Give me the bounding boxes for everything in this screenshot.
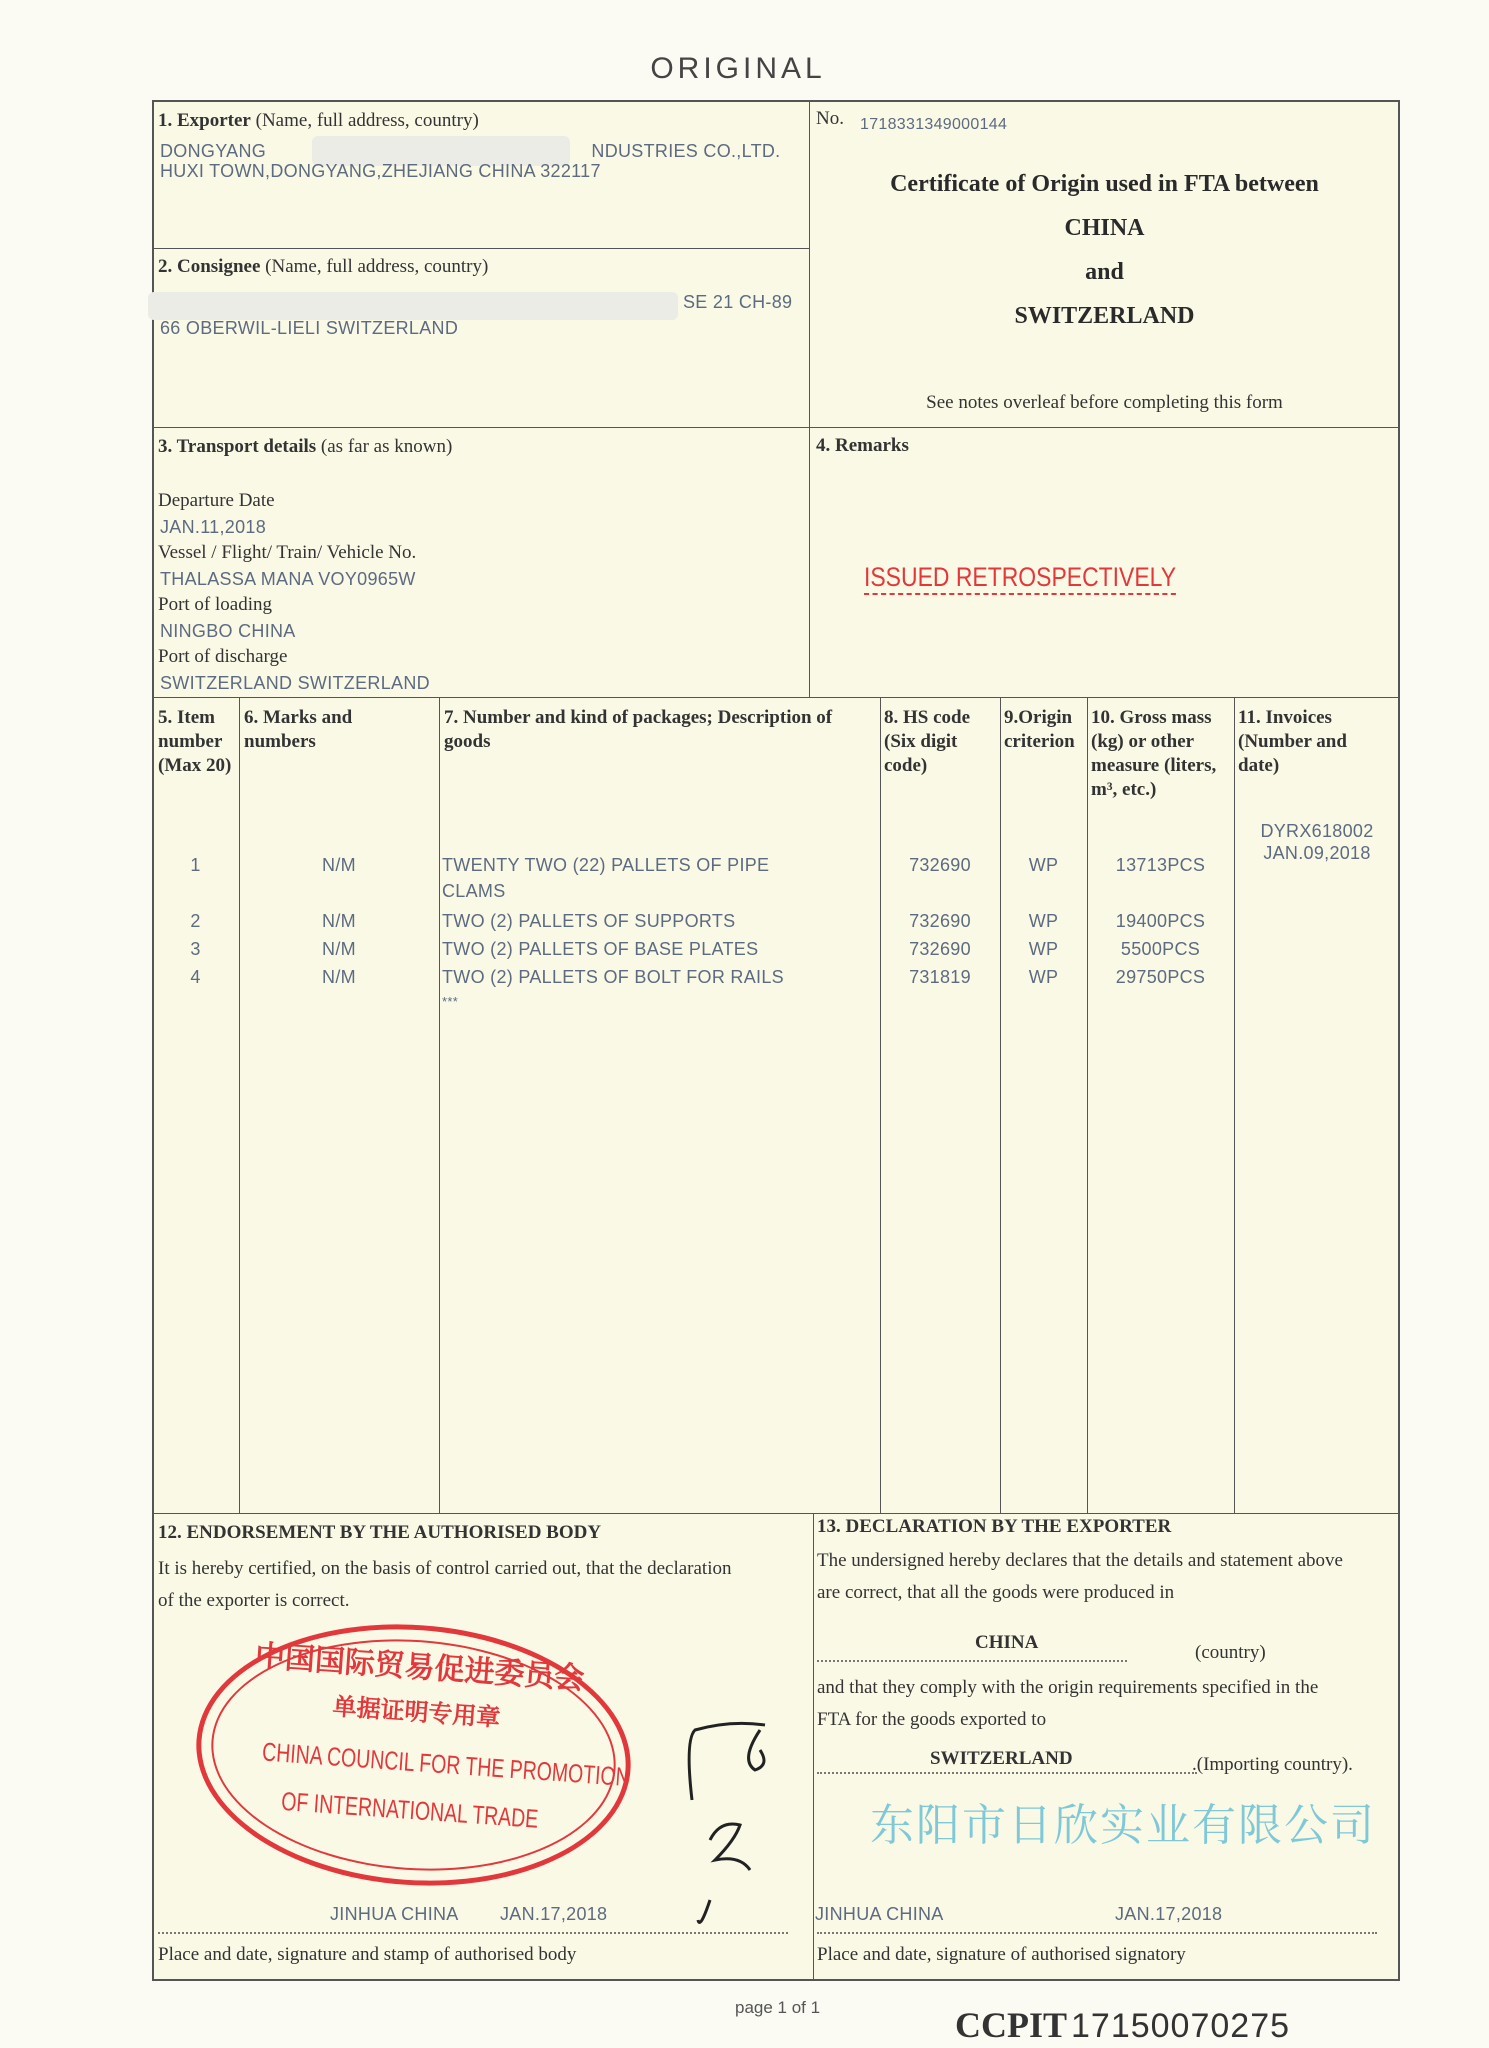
consignee-label: 2. Consignee (Name, full address, country) bbox=[158, 256, 489, 277]
notes-overleaf: See notes overleaf before completing this form bbox=[926, 392, 1283, 413]
cell-hs: 732690 bbox=[909, 939, 971, 959]
endorsement-title: 12. ENDORSEMENT BY THE AUTHORISED BODY bbox=[158, 1522, 602, 1543]
endorsement-line: It is hereby certified, on the basis of control carried out, that the declaration bbox=[158, 1558, 732, 1579]
exporter-label: 1. Exporter (Name, full address, country) bbox=[158, 110, 479, 131]
divider bbox=[439, 697, 440, 1513]
company-seal: 东阳市日欣实业有限公司 bbox=[870, 1801, 1376, 1850]
seal-text-cn2: 单据证明专用章 bbox=[331, 1693, 502, 1732]
cell-origin: WP bbox=[1028, 855, 1059, 875]
cell-qty: 5500PCS bbox=[1120, 939, 1201, 959]
seal-text-cn1: 中国国际贸易促进委员会 bbox=[253, 1639, 586, 1696]
transport-label: 3. Transport details (as far as known) bbox=[158, 436, 453, 457]
declaration-line: are correct, that all the goods were produced in bbox=[817, 1582, 1175, 1603]
cell-origin: WP bbox=[1028, 911, 1059, 931]
issued-retrospectively-stamp: ISSUED RETROSPECTIVELY bbox=[864, 562, 1176, 595]
original-heading: ORIGINAL bbox=[650, 52, 826, 85]
cert-no-value: 1718331349000144 bbox=[860, 116, 1008, 133]
title-line: CHINA bbox=[1064, 215, 1145, 241]
seal-text-en2: OF INTERNATIONAL TRADE bbox=[280, 1785, 540, 1834]
declaration-country: CHINA bbox=[975, 1632, 1039, 1653]
cell-hs: 731819 bbox=[909, 967, 971, 987]
cell-desc: TWO (2) PALLETS OF BASE PLATES bbox=[442, 939, 759, 959]
endorsement-text bbox=[158, 1553, 731, 1617]
divider bbox=[152, 1513, 1400, 1514]
cell-desc: TWO (2) PALLETS OF BOLT FOR RAILS bbox=[442, 967, 784, 987]
cell-qty: 19400PCS bbox=[1115, 911, 1206, 931]
departure-value: JAN.11,2018 bbox=[160, 517, 267, 537]
declaration-text bbox=[817, 1545, 1343, 1609]
declaration-line: The undersigned hereby declares that the details and statement above bbox=[817, 1550, 1343, 1571]
cell-qty: 13713PCS bbox=[1115, 855, 1206, 875]
cell-origin: WP bbox=[1028, 939, 1059, 959]
divider bbox=[1087, 697, 1088, 1513]
cell-item: 1 bbox=[190, 855, 201, 875]
loading-value: NINGBO CHINA bbox=[160, 621, 296, 641]
endorsement-footer: Place and date, signature and stamp of authorised body bbox=[158, 1944, 577, 1965]
declaration-place: JINHUA CHINA bbox=[815, 1904, 944, 1924]
header-item-number: 5. Item number (Max 20) bbox=[158, 707, 232, 776]
ccpit-value: 17150070275 bbox=[1071, 2007, 1291, 2045]
divider bbox=[813, 1513, 814, 1981]
end-mark: *** bbox=[442, 994, 459, 1009]
cell-marks: N/M bbox=[322, 855, 356, 875]
cell-hs: 732690 bbox=[909, 911, 971, 931]
dotted-line bbox=[817, 1660, 1127, 1662]
divider bbox=[152, 697, 1400, 698]
ccpit-label: CCPIT bbox=[955, 2005, 1068, 2045]
declaration-line: and that they comply with the origin requirements specified in the bbox=[817, 1677, 1319, 1698]
consignee-address: 66 OBERWIL-LIELI SWITZERLAND bbox=[160, 318, 459, 338]
cert-no-label: No. bbox=[816, 108, 844, 129]
importing-country: SWITZERLAND bbox=[930, 1748, 1073, 1769]
header-invoices: 11. Invoices (Number and date) bbox=[1238, 707, 1347, 776]
seal-text-en1: CHINA COUNCIL FOR THE PROMOTION bbox=[261, 1736, 631, 1793]
declaration-title: 13. DECLARATION BY THE EXPORTER bbox=[817, 1516, 1172, 1537]
divider bbox=[239, 697, 240, 1513]
header-gross-mass: 10. Gross mass (kg) or other measure (liters, m³, etc.) bbox=[1091, 707, 1217, 800]
country-label: (country) bbox=[1195, 1642, 1266, 1663]
cell-marks: N/M bbox=[322, 939, 356, 959]
dotted-line bbox=[817, 1932, 1377, 1934]
page-number: page 1 of 1 bbox=[735, 1998, 821, 2017]
header-description: 7. Number and kind of packages; Description of goods bbox=[444, 707, 833, 752]
cell-item: 2 bbox=[190, 911, 201, 931]
header-origin: 9.Origin criterion bbox=[1004, 707, 1075, 752]
divider bbox=[1000, 697, 1001, 1513]
signature bbox=[670, 1710, 790, 1940]
cell-item: 4 bbox=[190, 967, 201, 987]
endorsement-line: of the exporter is correct. bbox=[158, 1590, 350, 1611]
cell-qty: 29750PCS bbox=[1115, 967, 1206, 987]
ccpit-number bbox=[955, 2004, 1290, 2046]
declaration-footer: Place and date, signature of authorised signatory bbox=[817, 1944, 1186, 1965]
cell-desc: TWO (2) PALLETS OF SUPPORTS bbox=[442, 911, 736, 931]
redaction bbox=[148, 292, 678, 320]
exporter-name: DONGYANG NDUSTRIES CO.,LTD. bbox=[160, 141, 781, 161]
title-line: and bbox=[1085, 259, 1124, 285]
remarks-label: 4. Remarks bbox=[816, 435, 909, 456]
cell-marks: N/M bbox=[322, 911, 356, 931]
divider bbox=[880, 697, 881, 1513]
invoice bbox=[1234, 820, 1400, 864]
divider bbox=[152, 248, 809, 249]
invoice-number: DYRX618002 bbox=[1260, 821, 1374, 841]
vessel-label: Vessel / Flight/ Train/ Vehicle No. bbox=[158, 542, 417, 563]
cell-desc-cont: CLAMS bbox=[442, 881, 506, 901]
endorsement-place: JINHUA CHINA bbox=[330, 1904, 459, 1924]
cell-desc: TWENTY TWO (22) PALLETS OF PIPE bbox=[442, 855, 770, 875]
departure-label: Departure Date bbox=[158, 490, 275, 511]
declaration-text-2 bbox=[817, 1672, 1318, 1736]
transport-details bbox=[158, 488, 430, 696]
vessel-value: THALASSA MANA VOY0965W bbox=[160, 569, 416, 589]
declaration-date: JAN.17,2018 bbox=[1115, 1904, 1223, 1924]
cell-marks: N/M bbox=[322, 967, 356, 987]
title-line: SWITZERLAND bbox=[1014, 303, 1195, 329]
cell-origin: WP bbox=[1028, 967, 1059, 987]
header-hs-code: 8. HS code (Six digit code) bbox=[884, 707, 971, 776]
declaration-line: FTA for the goods exported to bbox=[817, 1709, 1047, 1730]
certificate-title bbox=[809, 162, 1400, 338]
loading-label: Port of loading bbox=[158, 594, 272, 615]
dotted-line bbox=[158, 1932, 788, 1934]
dotted-line bbox=[817, 1772, 1197, 1774]
cell-hs: 732690 bbox=[909, 855, 971, 875]
endorsement-date: JAN.17,2018 bbox=[500, 1904, 608, 1924]
discharge-label: Port of discharge bbox=[158, 646, 288, 667]
header-marks: 6. Marks and numbers bbox=[244, 707, 353, 752]
consignee-line1: SE 21 CH-89 bbox=[683, 292, 793, 312]
invoice-date: JAN.09,2018 bbox=[1263, 843, 1371, 863]
cell-item: 3 bbox=[190, 939, 201, 959]
discharge-value: SWITZERLAND SWITZERLAND bbox=[160, 673, 430, 693]
title-line: Certificate of Origin used in FTA between bbox=[890, 171, 1319, 197]
exporter-address: HUXI TOWN,DONGYANG,ZHEJIANG CHINA 322117 bbox=[160, 161, 601, 181]
importing-country-label: .(Importing country). bbox=[1192, 1754, 1353, 1775]
divider bbox=[152, 427, 1400, 428]
